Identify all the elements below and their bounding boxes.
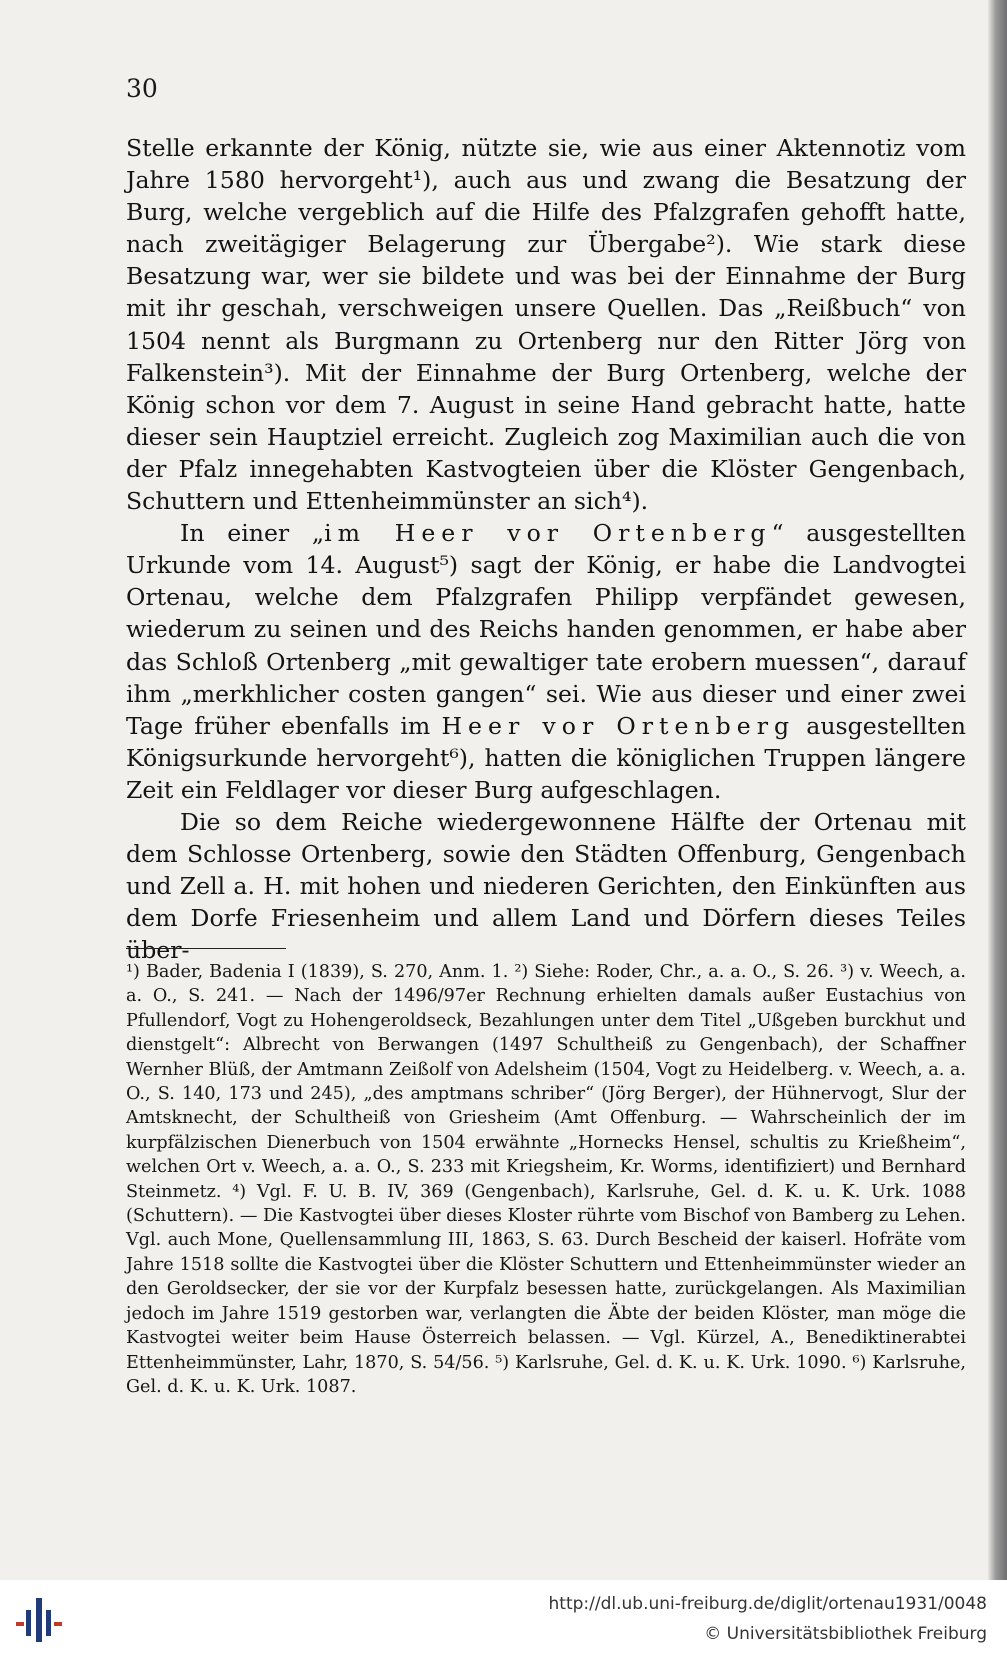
page-number: 30 [126, 74, 158, 103]
paragraph-2-part-b: “ ausgestellten Urkunde vom 14. August⁵) sagt der König, er habe die Landvogtei Ortenau, welche dem Pfalzgrafen Philipp verpfändet gewesen, wiederum zu seinen und des Reichs handen genommen, er habe aber das Schloß Ortenberg „mit gewaltiger tate erobern muessen“, darauf ihm „merkhlicher costen gangen“ sei. Wie aus dieser und einer zwei Tage früher ebenfalls im [126, 519, 966, 740]
paragraph-3: Die so dem Reiche wiedergewonnene Hälfte der Ortenau mit dem Schlosse Ortenberg, sowie den Städten Offenburg, Gengenbach und Zell a. H. mit hohen und niederen Gerichten, den Einkünften aus dem Dorfe Friesenheim und allem Land und Dörfern dieses Teiles über- [126, 807, 966, 965]
source-url[interactable]: http://dl.ub.uni-freiburg.de/diglit/ortenau1931/0048 [548, 1594, 987, 1614]
footnote-divider [126, 948, 286, 949]
footnotes-text: ¹) Bader, Badenia I (1839), S. 270, Anm. 1. ²) Siehe: Roder, Chr., a. a. O., S. 26. ³) v. Weech, a. a. O., S. 241. — Nach der 1496/97er Rechnung erhielten damals außer Eustachius von Pfullendorf, Vogt zu Hohengeroldseck, Bezahlungen unter dem Titel „Ußgeben burckhut und dienstgelt“: Albrecht von Berwangen (1497 Schultheiß zu Gengenbach), der Schaffner Wernher Blüß, der Amtmann Zeißolf von Adelsheim (1504, Vogt zu Heidelberg. v. Weech, a. a. O., S. 140, 173 und 245), „des amptmans schriber“ (Jörg Berger), der Hühnervogt, Slur der Amtsknecht, der Schultheiß von Griesheim (Amt Offenburg. — Wahrscheinlich der im kurpfälzischen Dienerbuch von 1504 erwähnte „Hornecks Hensel, schultis zu Krießheim“, welchen Ort v. Weech, a. a. O., S. 233 mit Kriegsheim, Kr. Worms, identifiziert) und Bernhard Steinmetz. ⁴) Vgl. F. U. B. IV, 369 (Gengenbach), Karlsruhe, Gel. d. K. u. K. Urk. 1088 (Schuttern). — Die Kastvogtei über dieses Kloster rührte vom Bischof von Bamberg zu Lehen. Vgl. auch Mone, Quellensammlung III, 1863, S. 63. Durch Bescheid der kaiserl. Hofräte vom Jahre 1518 sollte die Kastvogtei über die Klöster Schuttern und Ettenheimmünster wieder an den Geroldsecker, der sie vor der Kurpfalz besessen hatte, zurückgelangen. Als Maximilian jedoch im Jahre 1519 gestorben war, verlangten die Äbte der beiden Klöster, man möge die Kastvogtei weiter beim Hause Österreich belassen. — Vgl. Kürzel, A., Benediktinerabtei Ettenheimmünster, Lahr, 1870, S. 54/56. ⁵) Karlsruhe, Gel. d. K. u. K. Urk. 1090. ⁶) Karlsruhe, Gel. d. K. u. K. Urk. 1087. [126, 962, 966, 1397]
spaced-emphasis-1: im Heer vor Ortenberg [324, 519, 772, 548]
paragraph-2 [126, 517, 966, 806]
copyright-notice: © Universitätsbibliothek Freiburg [704, 1624, 987, 1644]
page-edge [988, 0, 1007, 1580]
footer-bar [0, 1580, 1007, 1656]
university-library-logo-icon [10, 1588, 70, 1648]
paragraph-2-part-a: In einer „ [180, 519, 325, 548]
paragraph-1: Stelle erkannte der König, nützte sie, wie aus einer Aktennotiz vom Jahre 1580 hervorgeht¹), auch aus und zwang die Besatzung der Burg, welche vergeblich auf die Hilfe des Pfalzgrafen gehofft hatte, nach zweitägiger Belagerung zur Übergabe²). Wie stark diese Besatzung war, wer sie bildete und was bei der Einnahme der Burg mit ihr geschah, verschweigen unsere Quellen. Das „Reißbuch“ von 1504 nennt als Burgmann zu Ortenberg nur den Ritter Jörg von Falkenstein³). Mit der Einnahme der Burg Ortenberg, welche der König schon vor dem 7. August in seine Hand gebracht hatte, hatte dieser sein Hauptziel erreicht. Zugleich zog Maximilian auch die von der Pfalz innegehabten Kastvogteien über die Klöster Gengenbach, Schuttern und Ettenheimmünster an sich⁴). [126, 134, 966, 516]
body-text [126, 132, 966, 966]
footnotes [126, 960, 966, 1399]
paragraph-2-part-c: ausgestellten Königsurkunde hervorgeht⁶), hatten die königlichen Truppen längere Zeit ein Feldlager vor dieser Burg aufgeschlagen. [126, 711, 967, 804]
spaced-emphasis-2: Heer vor Ortenberg [441, 711, 796, 740]
